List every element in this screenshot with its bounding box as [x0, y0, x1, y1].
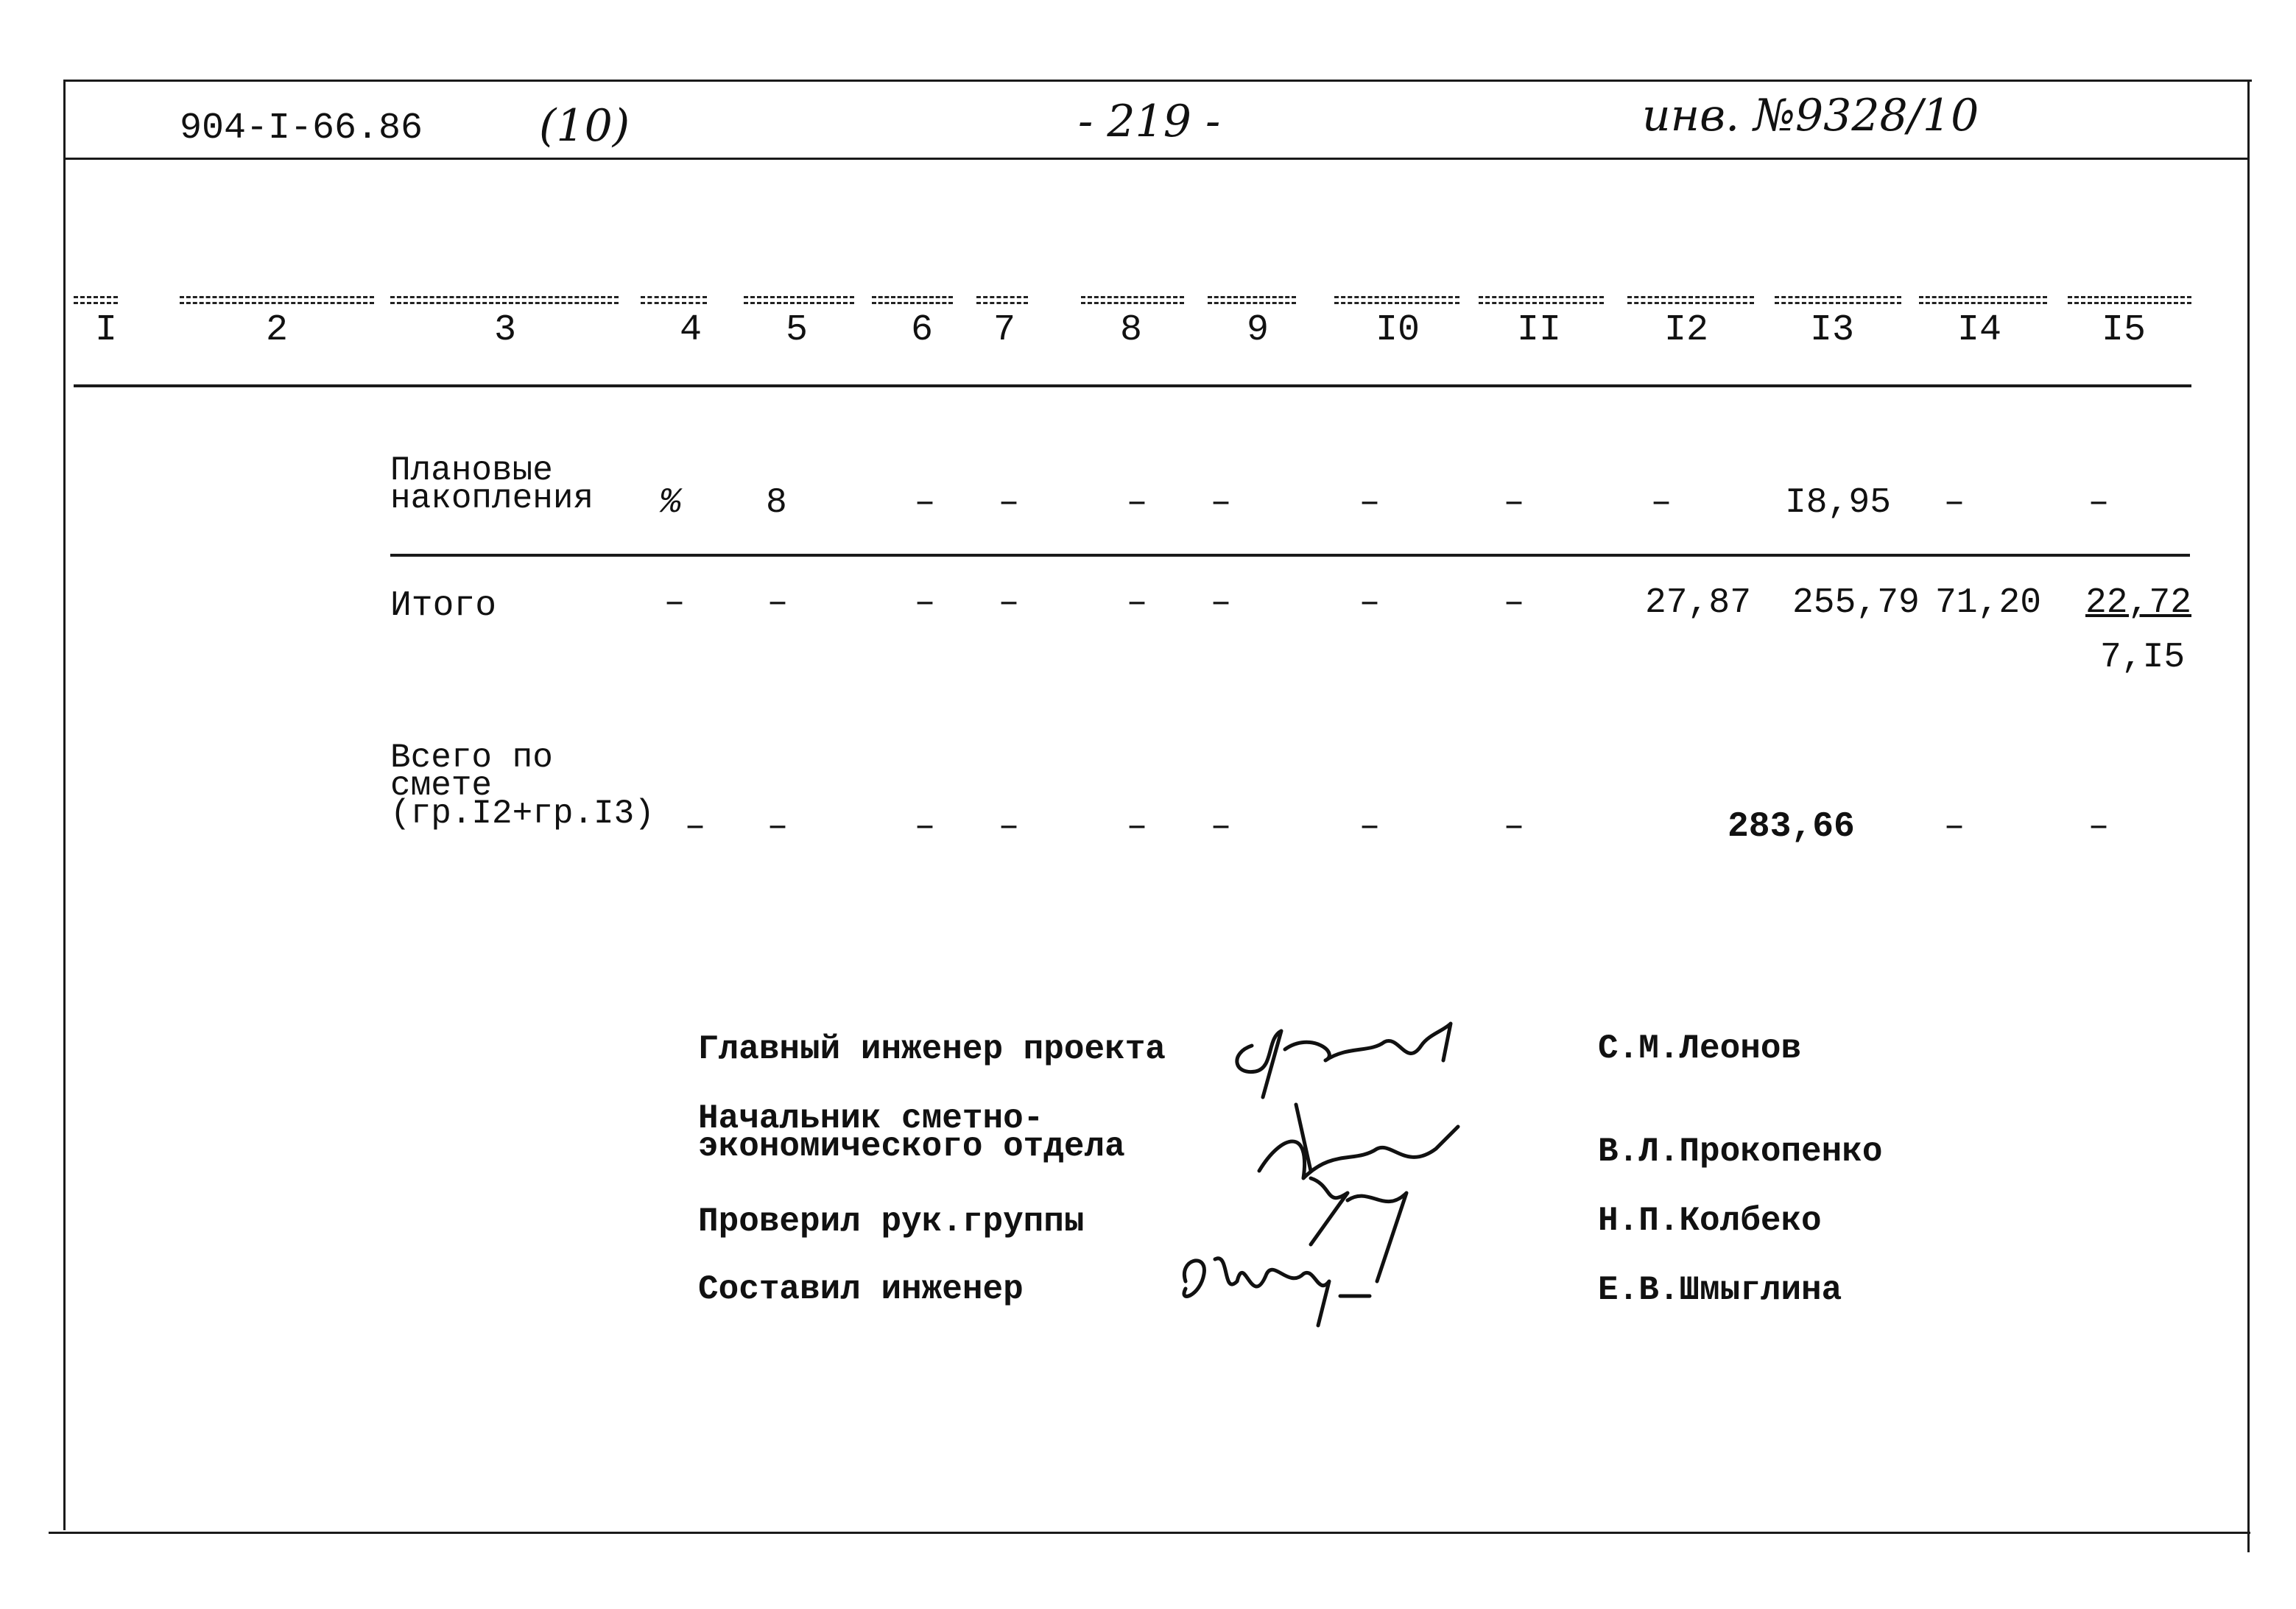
col-13: I3 — [1809, 309, 1854, 351]
col-14: I4 — [1957, 309, 2001, 351]
sig-name-3: Н.П.Колбеко — [1598, 1202, 1822, 1240]
col-5: 5 — [785, 309, 808, 351]
total-col14: 71,20 — [1935, 583, 2042, 623]
signature-2 — [1259, 1105, 1458, 1281]
column-header-dash-5 — [744, 296, 854, 304]
total-dash-8: – — [1503, 583, 1525, 623]
grand-dash-7: – — [1359, 807, 1381, 847]
planned-dash-2: – — [998, 483, 1020, 523]
frame-left — [63, 80, 66, 1530]
planned-col13: I8,95 — [1785, 483, 1892, 523]
total-dash-7: – — [1359, 583, 1381, 623]
signature-images — [1163, 1001, 1517, 1340]
total-dash-4: – — [998, 583, 1020, 623]
sig-role-4: Составил инженер — [698, 1270, 1024, 1309]
column-header-dash-4 — [641, 296, 707, 304]
sig-name-4: Е.В.Шмыглина — [1598, 1271, 1842, 1309]
column-header-dash-6 — [872, 296, 953, 304]
grand-dash-2: – — [767, 807, 789, 847]
col-6: 6 — [910, 309, 933, 351]
grand-value: 283,66 — [1728, 807, 1855, 847]
col-10: I0 — [1375, 309, 1420, 351]
column-header-rule — [74, 384, 2191, 387]
total-col15-top: 22,72 — [2085, 583, 2192, 623]
planned-dash-6: – — [1503, 483, 1525, 523]
total-label: Итого — [390, 586, 497, 626]
column-header-dash-2 — [180, 296, 374, 304]
grand-dash-3: – — [914, 807, 936, 847]
col-2: 2 — [265, 309, 288, 351]
header-rule — [65, 158, 2249, 160]
album-number: (10) — [539, 100, 630, 152]
col-12: I2 — [1663, 309, 1708, 351]
planned-dash-4: – — [1210, 483, 1232, 523]
column-header-dash-13 — [1775, 296, 1901, 304]
total-dash-6: – — [1210, 583, 1232, 623]
total-col13: 255,79 — [1792, 583, 1920, 623]
total-dash-1: – — [663, 583, 686, 623]
planned-dash-8: – — [1943, 483, 1965, 523]
grand-dash-6: – — [1210, 807, 1232, 847]
frame-right — [2247, 80, 2250, 1552]
frame-bottom — [49, 1532, 2250, 1534]
grand-dash-8: – — [1503, 807, 1525, 847]
col-9: 9 — [1246, 309, 1269, 351]
column-header-dash-9 — [1208, 296, 1296, 304]
sig-role-3: Проверил рук.группы — [698, 1203, 1085, 1241]
column-header-dash-11 — [1479, 296, 1604, 304]
planned-label: Плановые накопления — [390, 451, 594, 518]
planned-dash-9: – — [2088, 483, 2110, 523]
frame-top — [65, 80, 2252, 82]
signature-1 — [1237, 1024, 1451, 1097]
col-4: 4 — [679, 309, 702, 351]
grand-label: Всего по смете (гр.I2+гр.I3) — [390, 739, 655, 833]
sig-name-1: С.М.Леонов — [1598, 1029, 1802, 1068]
grand-dash-4: – — [998, 807, 1020, 847]
col-7: 7 — [993, 309, 1015, 351]
planned-unit: % — [660, 483, 681, 523]
col-3: 3 — [493, 309, 516, 351]
col-1: I — [94, 309, 117, 351]
planned-dash-5: – — [1359, 483, 1381, 523]
signature-3 — [1184, 1258, 1370, 1325]
total-col15-bottom: 7,I5 — [2100, 638, 2186, 677]
planned-dash-1: – — [914, 483, 936, 523]
total-dash-3: – — [914, 583, 936, 623]
column-header-dash-3 — [390, 296, 619, 304]
column-header-dash-10 — [1334, 296, 1459, 304]
grand-dash-5: – — [1126, 807, 1148, 847]
col-11: II — [1516, 309, 1561, 351]
row-rule — [390, 554, 2190, 557]
grand-dash-9: – — [1943, 807, 1965, 847]
sig-role-2: Начальник сметно- экономического отдела — [698, 1099, 1125, 1166]
column-header-dash-1 — [74, 296, 118, 304]
grand-dash-10: – — [2088, 807, 2110, 847]
column-header-dash-15 — [2068, 296, 2191, 304]
total-col12: 27,87 — [1645, 583, 1752, 623]
planned-dash-7: – — [1650, 483, 1672, 523]
grand-dash-1: – — [684, 807, 706, 847]
sig-name-2: В.Л.Прокопенко — [1598, 1133, 1883, 1171]
page-number: - 219 - — [1078, 96, 1221, 147]
column-header-dash-14 — [1919, 296, 2047, 304]
total-dash-2: – — [767, 583, 789, 623]
column-header-dash-7 — [976, 296, 1028, 304]
planned-dash-3: – — [1126, 483, 1148, 523]
doc-code: 904-I-66.86 — [180, 108, 423, 149]
col-15: I5 — [2101, 309, 2146, 351]
inventory-number: инв. №9328/10 — [1642, 90, 1979, 141]
sig-role-1: Главный инженер проекта — [698, 1030, 1166, 1068]
col-8: 8 — [1119, 309, 1142, 351]
column-header-dash-8 — [1081, 296, 1184, 304]
total-dash-5: – — [1126, 583, 1148, 623]
column-header-dash-12 — [1627, 296, 1754, 304]
planned-col5: 8 — [766, 483, 787, 523]
